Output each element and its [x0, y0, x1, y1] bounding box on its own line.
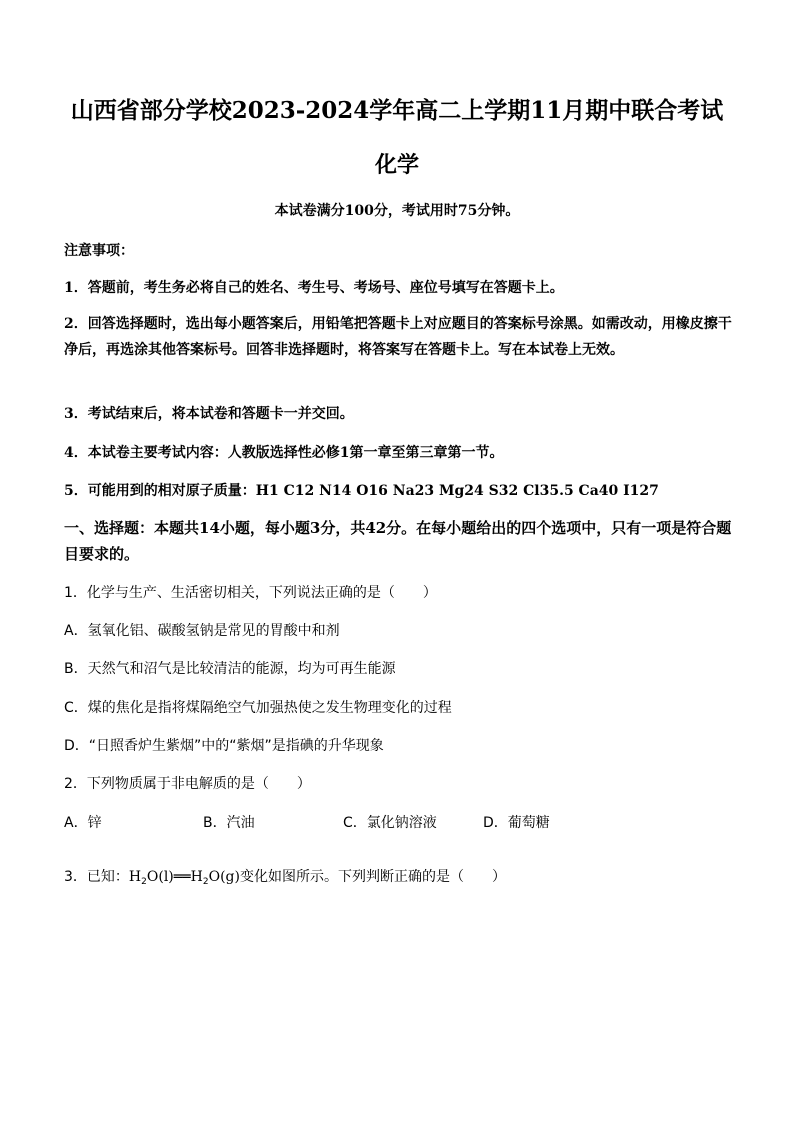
subject-title: 化学 [374, 152, 419, 178]
question-2-stem: 2．下列物质属于非电解质的是（ ） [64, 776, 311, 792]
question-2-option-b: B．汽油 [203, 815, 255, 831]
question-3-prefix: 3．已知： [64, 869, 129, 885]
formula-state-gas: (g) [220, 869, 240, 885]
exam-title: 山西省部分学校2023-2024学年高二上学期11月期中联合考试 [70, 97, 724, 124]
question-2-option-d: D．葡萄糖 [483, 815, 550, 831]
question-1-option-d: D．“日照香炉生紫烟”中的“紫烟”是指碘的升华现象 [64, 738, 384, 754]
formula-h: H [128, 869, 142, 885]
question-2-option-c: C．氯化钠溶液 [343, 815, 437, 831]
note-item-1: 1．答题前，考生务必将自己的姓名、考生号、考场号、座位号填写在答题卡上。 [64, 280, 564, 296]
note-item-4: 4．本试卷主要考试内容：人教版选择性必修1第一章至第三章第一节。 [64, 445, 504, 461]
formula-subscript-2: 2 [202, 877, 209, 887]
section-heading: 一、选择题：本题共14小题，每小题3分，共42分。在每小题给出的四个选项中，只有一项是符合题目要求的。 [64, 519, 732, 563]
formula-o: O [146, 869, 159, 885]
formula-o-2: O [208, 869, 221, 885]
question-1-option-c: C．煤的焦化是指将煤隔绝空气加强热使之发生物理变化的过程 [64, 700, 452, 716]
exam-info: 本试卷满分100分，考试用时75分钟。 [274, 203, 520, 219]
question-1-stem: 1．化学与生产、生活密切相关，下列说法正确的是（ ） [64, 585, 437, 601]
note-item-5: 5．可能用到的相对原子质量：H1 C12 N14 O16 Na23 Mg24 S32 Cl35.5 Ca40 I127 [64, 483, 659, 499]
note-item-3: 3．考试结束后，将本试卷和答题卡一并交回。 [64, 406, 354, 422]
question-2-option-a: A．锌 [64, 815, 102, 831]
question-1-option-b: B．天然气和沼气是比较清洁的能源，均为可再生能源 [64, 661, 396, 677]
notes-heading: 注意事项： [64, 243, 134, 259]
reaction-arrow: ══ [173, 869, 191, 885]
question-1-option-a: A．氢氧化铝、碳酸氢钠是常见的胃酸中和剂 [64, 623, 340, 639]
question-3-stem [64, 866, 506, 887]
question-3-suffix: 变化如图所示。下列判断正确的是（ ） [239, 869, 506, 885]
formula-h-2: H [190, 869, 203, 885]
formula-state-liquid: (l) [158, 869, 174, 885]
formula-subscript: 2 [141, 877, 147, 887]
note-item-2: 2．回答选择题时，选出每小题答案后，用铅笔把答题卡上对应题目的答案标号涂黑。如需改动，用橡皮擦干净后，再选涂其他答案标号。回答非选择题时，将答案写在答题卡上。写在本试卷上无效。 [64, 316, 732, 358]
